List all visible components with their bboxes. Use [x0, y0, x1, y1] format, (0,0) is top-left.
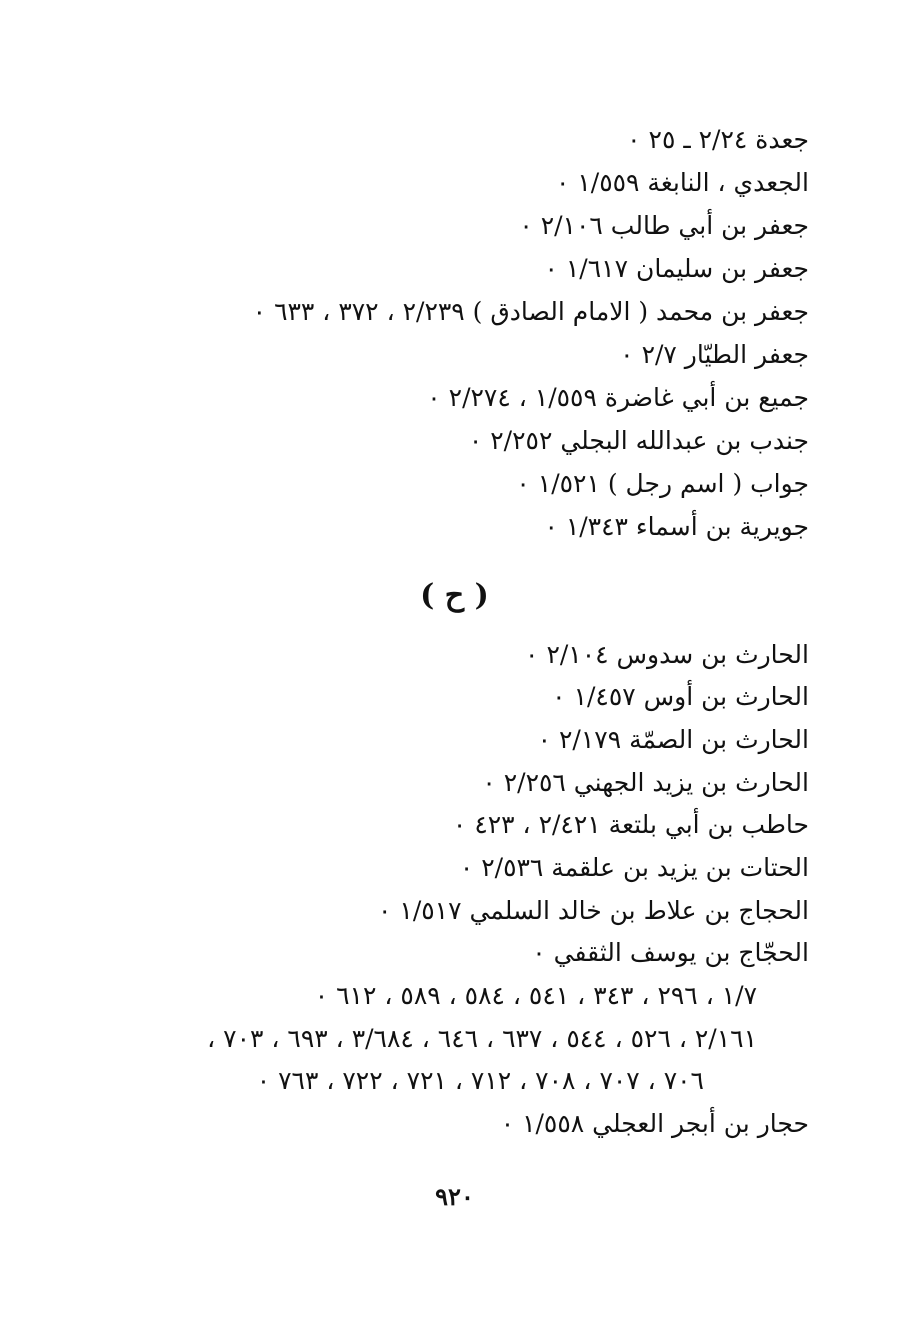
- index-entry: حاطب بن أبي بلتعة ٢/٤٢١ ، ٤٢٣ ٠: [452, 810, 809, 839]
- index-entry: جعفر الطيّار ٢/٧ ٠: [620, 340, 809, 369]
- index-entry: جعدة ٢/٢٤ ـ ٢٥ ٠: [627, 125, 809, 154]
- section-heading-ha: ( ح ): [420, 578, 489, 613]
- index-entry: الحجاج بن علاط بن خالد السلمي ١/٥١٧ ٠: [378, 896, 809, 925]
- index-entry: الحتات بن يزيد بن علقمة ٢/٥٣٦ ٠: [459, 853, 809, 882]
- index-entry: جويرية بن أسماء ١/٣٤٣ ٠: [544, 512, 809, 541]
- index-entry: الحجّاج بن يوسف الثقفي ٠: [532, 938, 809, 967]
- index-entry: الحارث بن الصمّة ٢/١٧٩ ٠: [537, 725, 809, 754]
- index-entry: جندب بن عبدالله البجلي ٢/٢٥٢ ٠: [468, 426, 809, 455]
- index-entry-continuation: ٧٠٦ ، ٧٠٧ ، ٧٠٨ ، ٧١٢ ، ٧٢١ ، ٧٢٢ ، ٧٦٣ ٠: [256, 1066, 704, 1095]
- index-entry: الحارث بن يزيد الجهني ٢/٢٥٦ ٠: [482, 768, 809, 797]
- index-entry-continuation: ١/٧ ، ٢٩٦ ، ٣٤٣ ، ٥٤١ ، ٥٨٤ ، ٥٨٩ ، ٦١٢ ٠: [314, 981, 757, 1010]
- index-entry: الحارث بن سدوس ٢/١٠٤ ٠: [525, 640, 809, 669]
- index-entry-continuation: ٢/١٦١ ، ٥٢٦ ، ٥٤٤ ، ٦٣٧ ، ٦٤٦ ، ٣/٦٨٤ ، ٦٩٣ ، ٧٠٣ ،: [207, 1024, 757, 1053]
- index-entry: جعفر بن محمد ( الامام الصادق ) ٢/٢٣٩ ، ٣٧٢ ، ٦٣٣ ٠: [252, 297, 809, 326]
- index-entry: جعفر بن سليمان ١/٦١٧ ٠: [544, 254, 809, 283]
- index-entry: جميع بن أبي غاضرة ١/٥٥٩ ، ٢/٢٧٤ ٠: [427, 383, 809, 412]
- index-entry: جواب ( اسم رجل ) ١/٥٢١ ٠: [516, 469, 809, 498]
- index-entry: حجار بن أبجر العجلي ١/٥٥٨ ٠: [500, 1109, 809, 1138]
- index-entry: الجعدي ، النابغة ١/٥٥٩ ٠: [555, 168, 809, 197]
- index-entry: الحارث بن أوس ١/٤٥٧ ٠: [552, 682, 809, 711]
- page-number: ٩٢٠: [435, 1182, 474, 1211]
- index-entry: جعفر بن أبي طالب ٢/١٠٦ ٠: [519, 211, 809, 240]
